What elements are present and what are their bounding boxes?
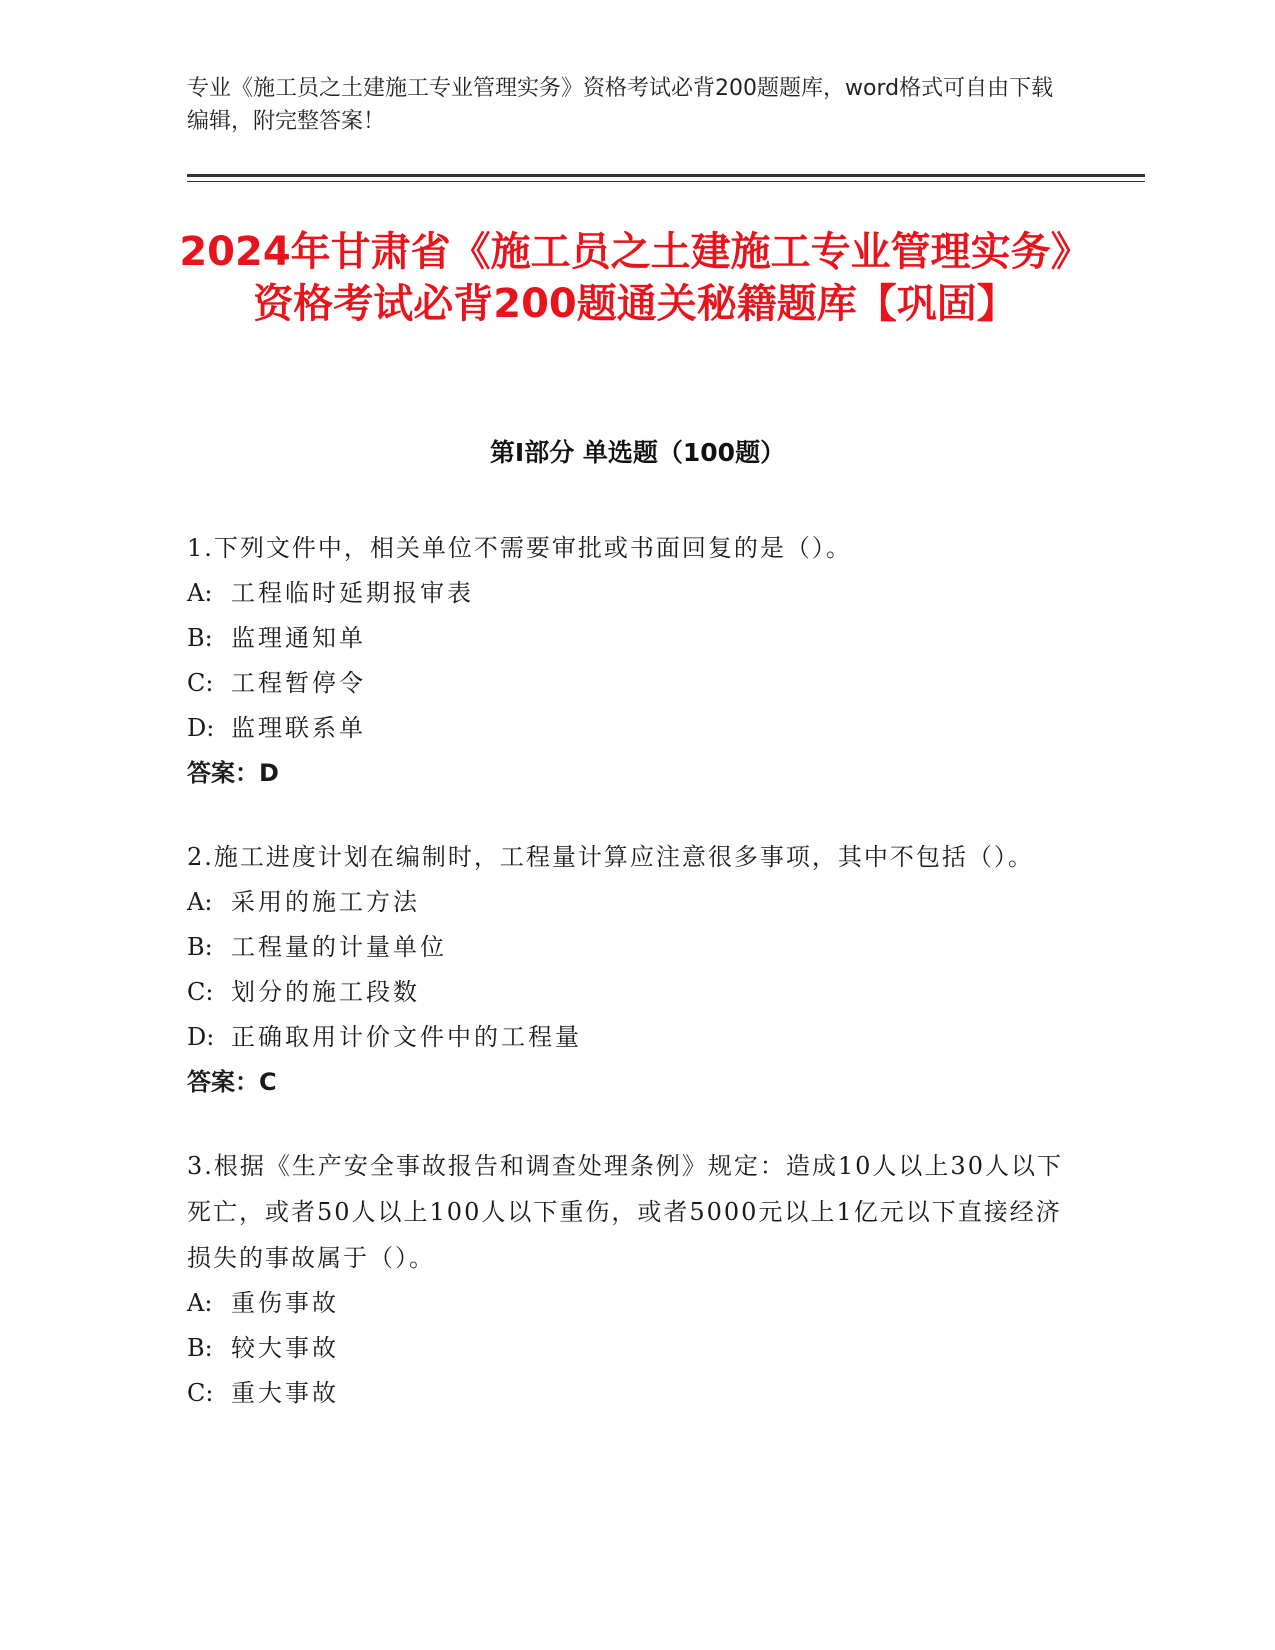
option-text: 监理联系单 bbox=[231, 714, 366, 742]
option-text: 重大事故 bbox=[231, 1379, 339, 1407]
option-text: 工程临时延期报审表 bbox=[231, 579, 474, 607]
section-heading: 第I部分 单选题（100题） bbox=[489, 438, 786, 467]
option-c bbox=[187, 1371, 1077, 1416]
document-title: 2024年甘肃省《施工员之土建施工专业管理实务》资格考试必背200题通关秘籍题库【巩固】 bbox=[179, 229, 1091, 327]
option-a bbox=[187, 571, 1077, 616]
header-divider-thin bbox=[187, 181, 1145, 182]
option-letter: A: bbox=[187, 579, 213, 607]
option-text: 重伤事故 bbox=[231, 1289, 339, 1317]
question-3 bbox=[187, 1143, 1077, 1416]
option-b bbox=[187, 1326, 1077, 1371]
question-stem: 2.施工进度计划在编制时，工程量计算应注意很多事项，其中不包括（）。 bbox=[187, 843, 1034, 871]
option-a bbox=[187, 880, 1077, 925]
option-a bbox=[187, 1281, 1077, 1326]
option-letter: C: bbox=[187, 1379, 214, 1407]
option-c bbox=[187, 661, 1077, 706]
option-letter: B: bbox=[187, 624, 213, 652]
header-note: 专业《施工员之土建施工专业管理实务》资格考试必背200题题库，word格式可自由下载编辑，附完整答案！ bbox=[187, 76, 1054, 134]
option-text: 较大事故 bbox=[231, 1334, 339, 1362]
question-list bbox=[187, 525, 1077, 1454]
option-letter: D: bbox=[187, 714, 215, 742]
option-text: 采用的施工方法 bbox=[231, 888, 420, 916]
option-c bbox=[187, 970, 1077, 1015]
option-letter: C: bbox=[187, 669, 214, 697]
answer-line: 答案：C bbox=[187, 1068, 277, 1096]
answer-line: 答案：D bbox=[187, 759, 279, 787]
option-text: 工程量的计量单位 bbox=[231, 933, 447, 961]
option-b bbox=[187, 616, 1077, 661]
option-letter: D: bbox=[187, 1023, 215, 1051]
question-stem: 1.下列文件中，相关单位不需要审批或书面回复的是（）。 bbox=[187, 534, 852, 562]
option-letter: A: bbox=[187, 888, 213, 916]
option-text: 工程暂停令 bbox=[231, 669, 366, 697]
question-2 bbox=[187, 834, 1077, 1105]
question-stem: 3.根据《生产安全事故报告和调查处理条例》规定：造成10人以上30人以下死亡，或者50人以上100人以下重伤，或者5000元以上1亿元以下直接经济损失的事故属于（）。 bbox=[187, 1152, 1063, 1272]
option-b bbox=[187, 925, 1077, 970]
option-d bbox=[187, 706, 1077, 751]
option-letter: C: bbox=[187, 978, 214, 1006]
option-text: 正确取用计价文件中的工程量 bbox=[231, 1023, 582, 1051]
header-divider-thick bbox=[187, 174, 1145, 177]
question-1 bbox=[187, 525, 1077, 796]
option-text: 监理通知单 bbox=[231, 624, 366, 652]
option-d bbox=[187, 1015, 1077, 1060]
option-letter: B: bbox=[187, 1334, 213, 1362]
option-letter: B: bbox=[187, 933, 213, 961]
option-text: 划分的施工段数 bbox=[231, 978, 420, 1006]
option-letter: A: bbox=[187, 1289, 213, 1317]
